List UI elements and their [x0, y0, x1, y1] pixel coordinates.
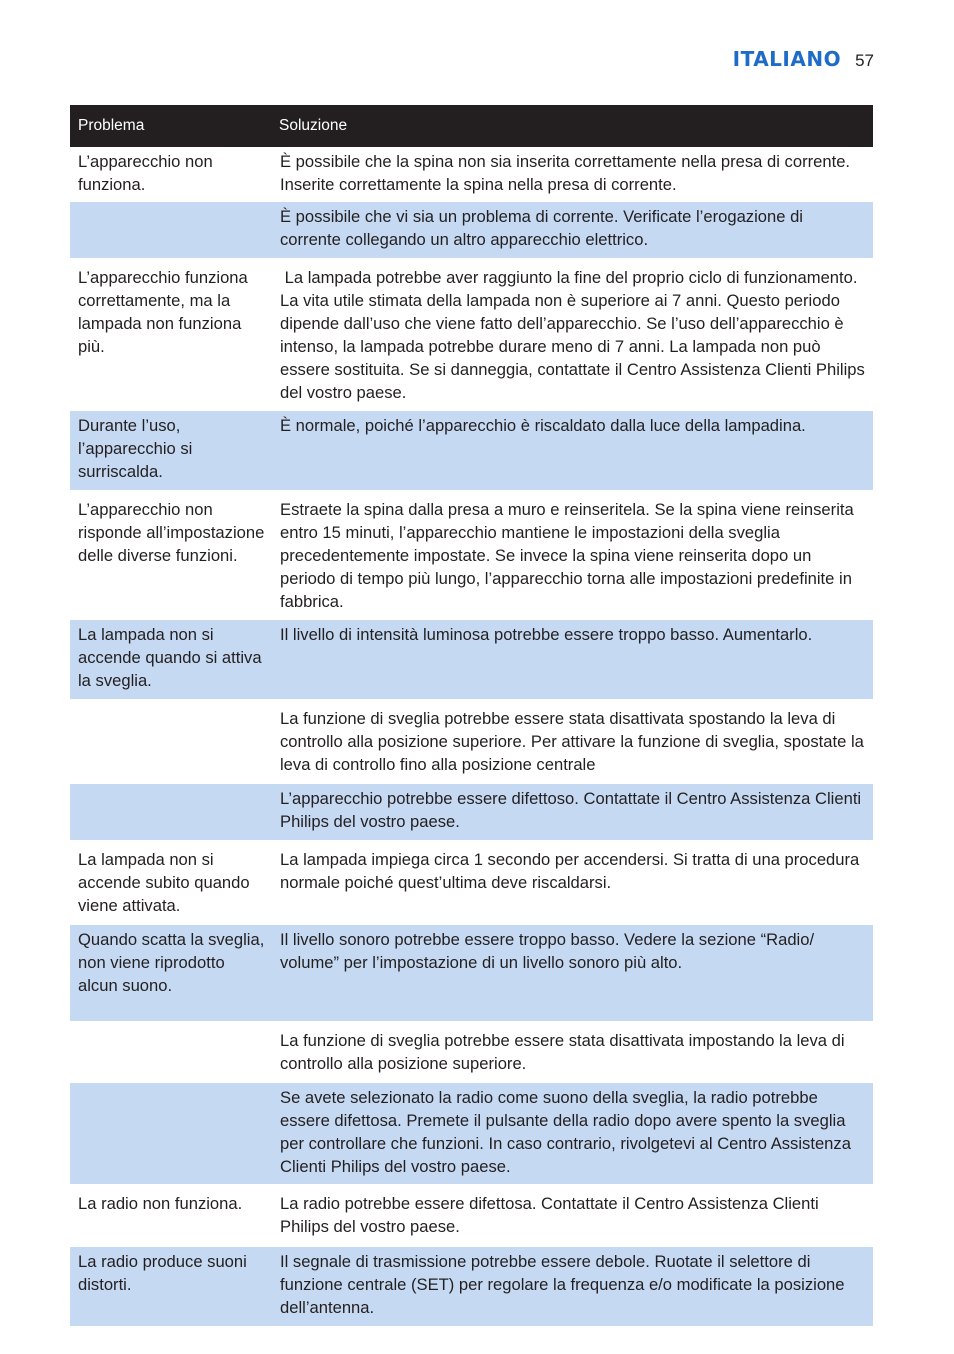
table-row [70, 840, 873, 920]
page-number: 57 [855, 51, 874, 70]
table-body [70, 147, 873, 1326]
problem-cell: La lampada non si accende quando si attiva la sveglia. [78, 625, 262, 690]
table-row [70, 258, 873, 406]
language-label: ITALIANO [732, 47, 842, 71]
solution-cell: Il segnale di trasmissione potrebbe essere debole. Ruotate il selettore di funzione centrale (SET) per regolare la frequenza e/o modificate la posizione dell’antenna. [280, 1252, 850, 1317]
problem-cell: Durante l’uso, l’apparecchio si surriscalda. [78, 416, 193, 481]
page-header [733, 47, 874, 71]
problem-cell: L’apparecchio funziona correttamente, ma la lampada non funziona più. [78, 268, 248, 356]
solution-cell: La funzione di sveglia potrebbe essere stata disattivata impostando la leva di controllo alla posizione superiore. [280, 1031, 850, 1073]
troubleshooting-table [70, 105, 873, 1326]
table-row [70, 699, 873, 779]
problem-cell [70, 784, 271, 840]
solution-cell: È possibile che la spina non sia inserita correttamente nella presa di corrente. Inserite correttamente la spina nella presa di corrente. [280, 152, 855, 194]
problem-cell [70, 202, 271, 258]
solution-cell: È normale, poiché l’apparecchio è riscaldato dalla luce della lampadina. [280, 416, 806, 435]
problem-cell: La radio produce suoni distorti. [78, 1252, 247, 1294]
solution-cell: La lampada potrebbe aver raggiunto la fine del proprio ciclo di funzionamento. La vita utile stimata della lampada non è superiore ai 7 anni. Questo periodo dipende dall’uso che viene fatto dell’apparecchio. Se l’uso dell’apparecchio è intenso, la lampada potrebbe durare meno di 7 anni. La lampada non può essere sostituita. Se si danneggia, contattate il Centro Assistenza Clienti Philips del vostro paese. [280, 268, 870, 402]
column-header-problem: Problema [78, 117, 145, 134]
problem-cell [70, 704, 271, 779]
problem-cell [70, 1026, 271, 1078]
table-row [70, 1021, 873, 1078]
solution-cell: Se avete selezionato la radio come suono della sveglia, la radio potrebbe essere difettosa. Premete il pulsante della radio dopo avere spento la sveglia per controllare che funzioni. In caso contrario, rivolgetevi al Centro Assistenza Clienti Philips del vostro paese. [280, 1088, 856, 1176]
table-row [70, 406, 873, 490]
column-header-solution: Soluzione [279, 117, 348, 134]
solution-cell: La funzione di sveglia potrebbe essere stata disattivata spostando la leva di controllo alla posizione superiore. Per attivare la funzione di sveglia, spostate la leva di controllo fino alla posizione centrale [280, 709, 869, 774]
table-row [70, 1242, 873, 1326]
table-row [70, 1078, 873, 1184]
problem-cell: L’apparecchio non risponde all’impostazione delle diverse funzioni. [78, 500, 265, 565]
solution-cell: Il livello sonoro potrebbe essere troppo basso. Vedere la sezione “Radio/ volume” per l’impostazione di un livello sonoro più alto. [280, 930, 819, 972]
solution-cell: È possibile che vi sia un problema di corrente. Verificate l’erogazione di corrente collegando un altro apparecchio elettrico. [280, 207, 808, 249]
solution-cell: Estraete la spina dalla presa a muro e reinseritela. Se la spina viene reinserita entro 15 minuti, l’apparecchio mantiene le impostazioni della sveglia precedentemente impostate. Se invece la spina viene reinserita dopo un periodo di tempo più lungo, l’apparecchio torna alle impostazioni predefinite in fabbrica. [280, 500, 859, 611]
solution-cell: L’apparecchio potrebbe essere difettoso. Contattate il Centro Assistenza Clienti Philips del vostro paese. [280, 789, 866, 831]
problem-cell: Quando scatta la sveglia, non viene riprodotto alcun suono. [78, 930, 265, 995]
table-row [70, 779, 873, 840]
problem-cell: La lampada non si accende subito quando viene attivata. [78, 850, 250, 915]
table-row [70, 147, 873, 197]
problem-cell: La radio non funziona. [78, 1194, 243, 1213]
table-row [70, 1184, 873, 1242]
table-row [70, 615, 873, 699]
solution-cell: Il livello di intensità luminosa potrebbe essere troppo basso. Aumentarlo. [280, 625, 813, 644]
problem-cell [70, 1083, 271, 1184]
solution-cell: La radio potrebbe essere difettosa. Contattate il Centro Assistenza Clienti Philips del vostro paese. [280, 1194, 824, 1236]
solution-cell: La lampada impiega circa 1 secondo per accendersi. Si tratta di una procedura normale poiché quest’ultima deve riscaldarsi. [280, 850, 864, 892]
table-row [70, 920, 873, 1021]
problem-cell: L’apparecchio non funziona. [78, 152, 213, 194]
table-header [70, 105, 873, 147]
table-row [70, 197, 873, 258]
table-row [70, 490, 873, 615]
